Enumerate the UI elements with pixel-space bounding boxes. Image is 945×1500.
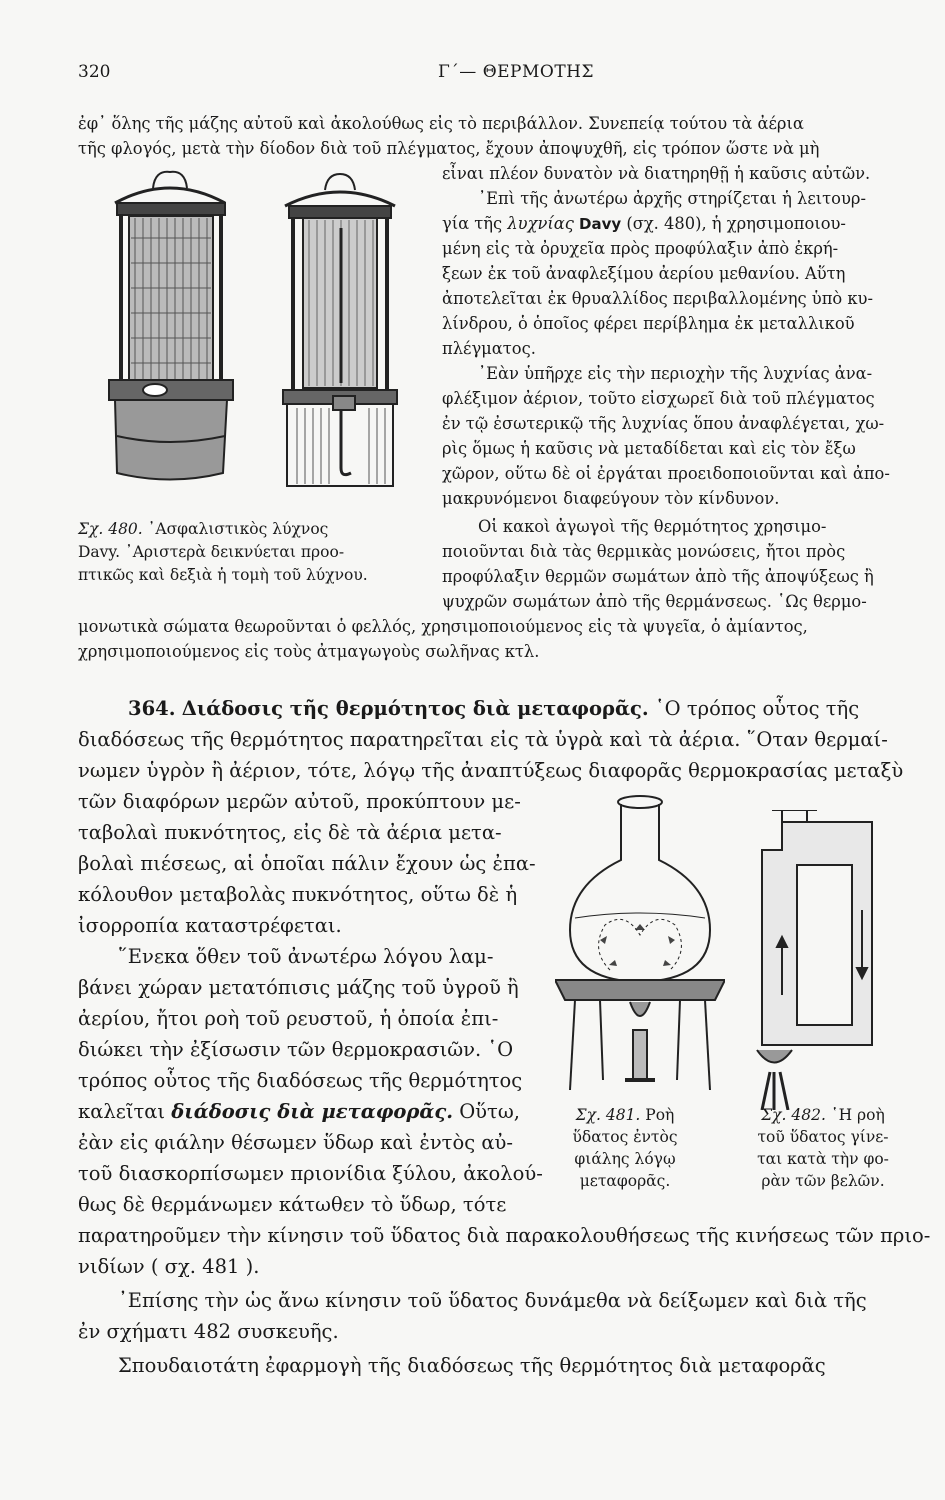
text-line: προφύλαξιν θερμῶν σωμάτων ἀπὸ τῆς ἀποψύξεως ἢ — [442, 567, 874, 586]
text-line: εἶναι πλέον δυνατὸν νὰ διατηρηθῇ ἡ καῦσις αὐτῶν. — [442, 164, 871, 183]
davy-lamp-figure — [95, 168, 425, 508]
figure-label: Σχ. 480. — [78, 520, 143, 538]
text-line: ποιοῦνται διὰ τὰς θερμικὰς μονώσεις, ἤτοι πρὸς — [442, 542, 846, 561]
text-line: ρὶς ὅμως ἡ καῦσις νὰ μεταδίδεται καὶ εἰς τὸν ἔξω — [442, 439, 856, 458]
text-line: μένη εἰς τὰ ὀρυχεῖα πρὸς προφύλαξιν ἀπὸ ἐκρή- — [442, 239, 839, 258]
text-line: χρησιμοποιούμενος εἰς τοὺς ἀτμαγωγοὺς σωλῆνας κτλ. — [78, 642, 540, 661]
text-line: ἐν τῷ ἐσωτερικῷ τῆς λυχνίας ὅπου ἀναφλέγεται, χω- — [442, 414, 885, 433]
figure-481-caption: Σχ. 481. Ροὴ ὕδατος ἐντὸς φιάλης λόγῳ μεταφορᾶς. — [572, 1106, 678, 1190]
text-line: χῶρον, οὕτω δὲ οἱ ἐργάται προειδοποιοῦνται καὶ ἀπο- — [442, 464, 890, 483]
text-line: τῆς φλογός, μετὰ τὴν δίοδον διὰ τοῦ πλέγματος, ἔχουν ἀποψυχθῆ, εἰς τρόπον ὥστε νὰ μὴ — [78, 139, 820, 158]
loop-tube-figure — [752, 810, 902, 1110]
davy-lamp-exterior — [109, 172, 233, 480]
text-line: διαδόσεως τῆς θερμότητος παρατηρεῖται εἰς τὰ ὑγρὰ καὶ τὰ ἀέρια. ῞Οταν θερμαί- — [78, 728, 888, 751]
text-line: ἀποτελεῖται ἐκ θρυαλλίδος περιβαλλομένης ὑπὸ κυ- — [442, 289, 873, 308]
section-heading: 364. Διάδοσις τῆς θερμότητος διὰ μεταφορᾶς. ῾Ο τρόπος οὗτος τῆς — [128, 697, 860, 720]
page-header — [78, 62, 858, 86]
text-line: ἐφ᾿ ὅλης τῆς μάζης αὐτοῦ καὶ ἀκολούθως εἰς τὸ περιβάλλον. Συνεπείᾳ τούτου τὰ ἀέρια — [78, 114, 804, 133]
text-line: ᾿Επὶ τῆς ἀνωτέρω ἀρχῆς στηρίζεται ἡ λειτουρ- — [478, 189, 866, 208]
text-line: μονωτικὰ σώματα θεωροῦνται ὁ φελλός, χρησιμοποιούμενος εἰς τὰ ψυγεῖα, ὁ ἀμίαντος, — [78, 617, 808, 636]
page-number: 320 — [78, 62, 111, 82]
text-line: νωμεν ὑγρὸν ἢ ἀέριον, τότε, λόγῳ τῆς ἀναπτύξεως διαφορᾶς θερμοκρασίας μεταξὺ — [78, 759, 904, 782]
figure-label: Σχ. 481. — [575, 1106, 641, 1124]
text-line: ξεων ἐκ τοῦ ἀναφλεξίμου ἀερίου μεθανίου. Αὕτη — [442, 264, 846, 283]
figure-482-caption: Σχ. 482. ῾Η ροὴ τοῦ ὕδατος γίνε- ται κατὰ τὴν φο- ρὰν τῶν βελῶν. — [757, 1106, 889, 1190]
key-term: διάδοσις διὰ μεταφορᾶς. — [171, 1100, 453, 1123]
flask-convection-figure — [555, 790, 725, 1100]
lamp-line: γία τῆς λυχνίας Davy (σχ. 480), ἡ χρησιμοποιου- — [442, 214, 846, 233]
text-line: Οἱ κακοὶ ἀγωγοὶ τῆς θερμότητος χρησιμο- — [478, 517, 827, 536]
text-line: λίνδρου, ὁ ὁποῖος φέρει περίβλημα ἐκ μεταλλικοῦ — [442, 314, 855, 333]
davy-lamp-section — [283, 174, 397, 486]
text-line: ᾿Εὰν ὑπῆρχε εἰς τὴν περιοχὴν τῆς λυχνίας ἀνα- — [478, 364, 873, 383]
text-line: μακρυνόμενοι διαφεύγουν τὸν κίνδυνον. — [442, 489, 780, 508]
section-title: Διάδοσις τῆς θερμότητος διὰ μεταφορᾶς. — [181, 697, 649, 720]
figure-label: Σχ. 482. — [761, 1106, 826, 1124]
text-line: πλέγματος. — [442, 339, 536, 358]
running-title: Γ΄— ΘΕΡΜΟΤΗΣ — [438, 62, 595, 82]
text-line: ψυχρῶν σωμάτων ἀπὸ τῆς θερμάνσεως. ῾Ως θερμο- — [442, 592, 867, 611]
section-number: 364. — [128, 697, 176, 720]
text-line: φλέξιμον ἀέριον, τοῦτο εἰσχωρεῖ διὰ τοῦ πλέγματος — [442, 389, 875, 408]
